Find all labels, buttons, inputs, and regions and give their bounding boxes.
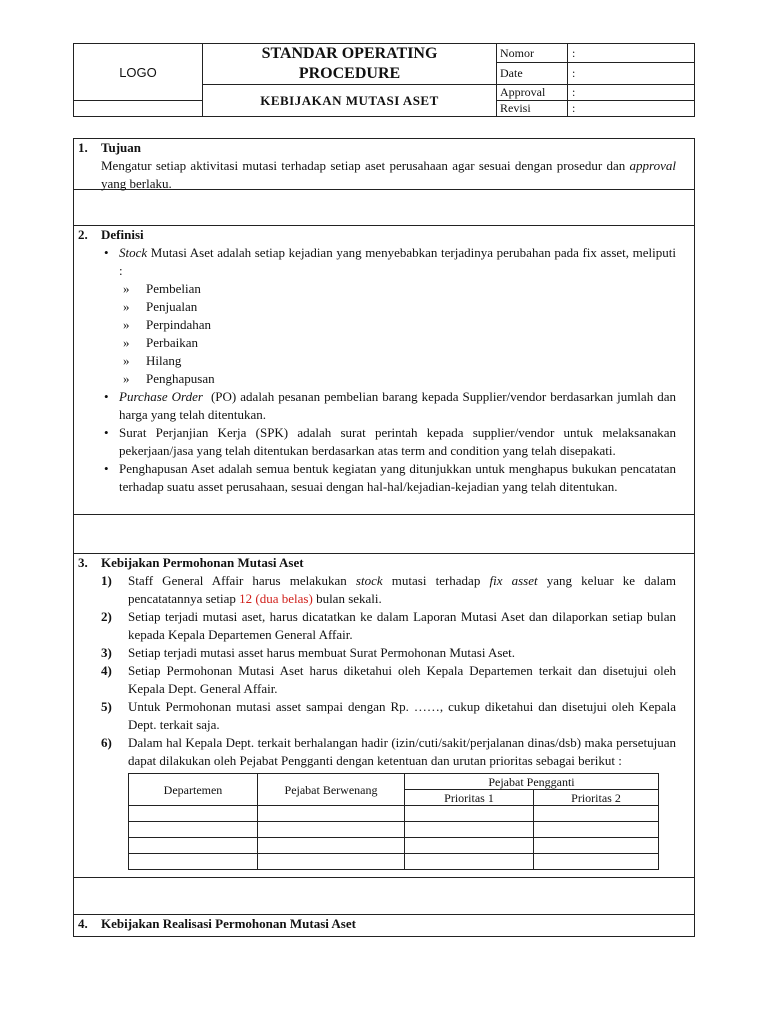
definition-spk (101, 424, 676, 460)
bullet-icon: • (104, 389, 109, 404)
table-row (129, 854, 659, 870)
list-item (101, 298, 676, 316)
table-cell (129, 822, 258, 838)
table-cell (129, 806, 258, 822)
list-item (101, 280, 676, 298)
item-number: 1) (101, 573, 112, 588)
policy-item-1 (101, 572, 676, 608)
text-emphasis: Stock (119, 245, 148, 260)
section-number: 1. (78, 140, 88, 155)
column-header-pejabat-berwenang: Pejabat Berwenang (258, 774, 405, 806)
table-cell (129, 854, 258, 870)
meta-label-approval: Approval (497, 85, 568, 101)
highlight-text: 12 (dua belas) (239, 591, 313, 606)
section-kebijakan-permohonan (73, 554, 695, 878)
list-item-label: Hilang (146, 353, 182, 368)
table-cell (405, 822, 534, 838)
meta-value-approval: : (568, 85, 695, 101)
document-subtitle: KEBIJAKAN MUTASI ASET (203, 85, 497, 117)
text-part: Mutasi Aset adalah setiap kejadian yang menyebabkan terjadinya perubahan pada fix asset, meliputi : (119, 245, 676, 278)
sop-body (73, 138, 695, 937)
item-number: 6) (101, 735, 112, 750)
column-header-departemen: Departemen (129, 774, 258, 806)
text-part: yang berlaku. (101, 176, 172, 191)
table-cell (534, 822, 659, 838)
priority-table (128, 773, 659, 870)
blank-row (73, 190, 695, 226)
bullet-icon: • (104, 461, 109, 476)
section-number: 4. (78, 916, 88, 931)
meta-value-nomor: : (568, 44, 695, 63)
table-cell (258, 854, 405, 870)
table-cell (534, 854, 659, 870)
meta-label-date: Date (497, 63, 568, 85)
text-part: Surat Perjanjian Kerja (SPK) adalah surat perintah kepada supplier/vendor untuk melaksanakan pekerjaan/jasa yang telah ditentukan berdasarkan atas term and condition yang telah disepakati. (119, 425, 676, 458)
table-row (129, 838, 659, 854)
section-tujuan (73, 138, 695, 190)
list-item-label: Penjualan (146, 299, 198, 314)
section-number: 3. (78, 555, 88, 570)
list-item (101, 352, 676, 370)
list-item (101, 370, 676, 388)
text-part: (PO) adalah pesanan pembelian barang kepada Supplier/vendor berdasarkan jumlah dan harga yang telah ditentukan. (119, 389, 680, 422)
section-title: Definisi (101, 227, 144, 242)
document-title (203, 44, 497, 85)
meta-value-date: : (568, 63, 695, 85)
meta-value-revisi: : (568, 101, 695, 117)
title-line-1: STANDAR OPERATING (261, 45, 438, 62)
logo-placeholder: LOGO (74, 44, 203, 101)
text-part: Mengatur setiap aktivitasi mutasi terhadap setiap aset perusahaan agar sesuai dengan prosedur dan (101, 158, 630, 173)
text-part: bulan sekali. (312, 591, 382, 606)
table-row (129, 822, 659, 838)
policy-item-5 (101, 698, 676, 734)
section-heading (78, 226, 676, 244)
policy-item-4 (101, 662, 676, 698)
table-cell (405, 838, 534, 854)
text-part: yang keluar ke dalam pencatatannya setiap (128, 573, 676, 606)
list-item-label: Penghapusan (146, 371, 215, 386)
chevron-icon: » (123, 335, 130, 350)
tujuan-text (101, 157, 676, 193)
text-emphasis: approval (629, 158, 676, 173)
item-number: 5) (101, 699, 112, 714)
sop-header-table (73, 43, 695, 117)
list-item (101, 316, 676, 334)
definition-stock-mutasi (101, 244, 676, 280)
section-kebijakan-realisasi (73, 915, 695, 937)
chevron-icon: » (123, 371, 130, 386)
definition-penghapusan (101, 460, 676, 496)
section-heading (78, 139, 676, 157)
text-part: Setiap Permohonan Mutasi Aset harus diketahui oleh Kepala Departemen terkait dan disetujui oleh Kepala Dept. General Affair. (128, 663, 676, 696)
column-header-pejabat-pengganti: Pejabat Pengganti (405, 774, 659, 790)
chevron-icon: » (123, 299, 130, 314)
table-cell (534, 838, 659, 854)
list-item-label: Pembelian (146, 281, 201, 296)
section-number: 2. (78, 227, 88, 242)
column-header-prioritas-1: Prioritas 1 (405, 790, 534, 806)
text-part: Setiap terjadi mutasi asset harus membuat Surat Permohonan Mutasi Aset. (128, 645, 516, 660)
text-part: Untuk Permohonan mutasi asset sampai dengan Rp. ……, cukup diketahui dan disetujui oleh Kepala Dept. terkait saja. (128, 699, 676, 732)
bullet-icon: • (104, 425, 109, 440)
text-emphasis: stock (355, 573, 383, 588)
table-cell (258, 822, 405, 838)
policy-item-2 (101, 608, 676, 644)
policy-item-6 (101, 734, 676, 770)
chevron-icon: » (123, 353, 130, 368)
policy-item-3 (101, 644, 676, 662)
text-part: Setiap terjadi mutasi aset, harus dicatatkan ke dalam Laporan Mutasi Aset dan dilaporkan setiap bulan kepada Kepala Departemen General Affair. (128, 609, 676, 642)
text-part: Dalam hal Kepala Dept. terkait berhalangan hadir (izin/cuti/sakit/perjalanan dinas/dsb) maka persetujuan dapat dilakukan oleh Pejabat Pengganti dengan ketentuan dan urutan prioritas sebagai berikut : (128, 735, 676, 768)
table-cell (258, 838, 405, 854)
text-part: Staff General Affair harus melakukan (128, 573, 356, 588)
list-item-label: Perbaikan (146, 335, 198, 350)
table-cell (405, 806, 534, 822)
item-number: 3) (101, 645, 112, 660)
section-title: Tujuan (101, 140, 141, 155)
blank-row (73, 878, 695, 915)
section-heading (78, 915, 676, 933)
table-row (129, 806, 659, 822)
item-number: 4) (101, 663, 112, 678)
table-cell (405, 854, 534, 870)
blank-row (73, 515, 695, 554)
section-definisi (73, 226, 695, 515)
list-item (101, 334, 676, 352)
item-number: 2) (101, 609, 112, 624)
section-heading (78, 554, 676, 572)
section-title: Kebijakan Realisasi Permohonan Mutasi Aset (101, 916, 356, 931)
chevron-icon: » (123, 281, 130, 296)
text-part: mutasi terhadap (382, 573, 490, 588)
bullet-icon: • (104, 245, 109, 260)
list-item-label: Perpindahan (146, 317, 211, 332)
text-part: Penghapusan Aset adalah semua bentuk kegiatan yang ditunjukkan untuk menghapus bukukan pencatatan terhadap suatu asset perusahaan, sesuai dengan hal-hal/kejadian-kejadian yang telah ditentukan. (119, 461, 676, 494)
title-line-2: PROCEDURE (298, 65, 401, 82)
definition-purchase-order (101, 388, 680, 424)
table-cell (534, 806, 659, 822)
meta-label-nomor: Nomor (497, 44, 568, 63)
column-header-prioritas-2: Prioritas 2 (534, 790, 659, 806)
table-cell (129, 838, 258, 854)
table-cell (258, 806, 405, 822)
chevron-icon: » (123, 317, 130, 332)
meta-label-revisi: Revisi (497, 101, 568, 117)
text-emphasis: fix asset (489, 573, 538, 588)
section-title: Kebijakan Permohonan Mutasi Aset (101, 555, 304, 570)
text-emphasis: Purchase Order (119, 389, 203, 404)
